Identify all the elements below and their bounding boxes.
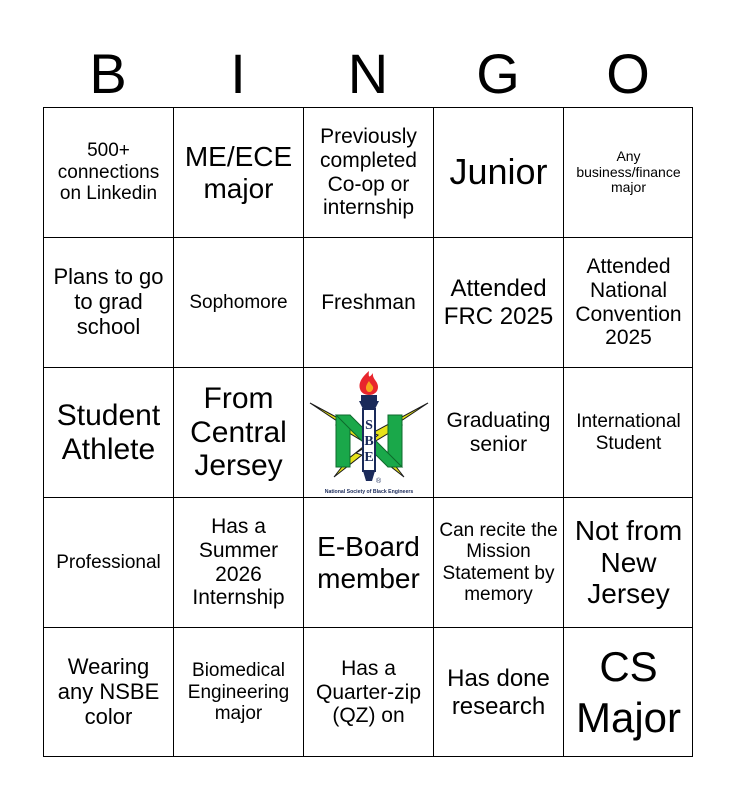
- bingo-cell[interactable]: CS Major: [563, 627, 693, 757]
- nsbe-logo: [306, 369, 432, 497]
- bingo-cell[interactable]: Attended National Convention 2025: [563, 237, 693, 367]
- bingo-cell[interactable]: Graduating senior: [433, 367, 563, 497]
- bingo-cell[interactable]: Biomedical Engineering major: [173, 627, 303, 757]
- bingo-cell[interactable]: Student Athlete: [43, 367, 173, 497]
- header-letter-n: N: [347, 42, 389, 105]
- logo-letter-n: N: [306, 376, 308, 378]
- flame-icon: [359, 371, 378, 395]
- registered-mark: ®: [375, 477, 381, 485]
- header-letter-b: B: [89, 42, 127, 105]
- header-letter-g: G: [476, 42, 520, 105]
- bingo-cell[interactable]: Has done research: [433, 627, 563, 757]
- bingo-cell[interactable]: International Student: [563, 367, 693, 497]
- bingo-cell[interactable]: 500+ connections on Linkedin: [43, 107, 173, 237]
- bingo-cell[interactable]: ME/ECE major: [173, 107, 303, 237]
- bingo-header: [43, 40, 693, 108]
- bingo-cell[interactable]: E-Board member: [303, 497, 433, 627]
- bingo-cell[interactable]: Wearing any NSBE color: [43, 627, 173, 757]
- logo-letter-e: E: [363, 449, 374, 465]
- bingo-cell[interactable]: Not from New Jersey: [563, 497, 693, 627]
- bingo-cell[interactable]: Professional: [43, 497, 173, 627]
- logo-caption: National Society of Black Engineers: [324, 488, 413, 495]
- bingo-board: [43, 107, 693, 757]
- bingo-cell[interactable]: Has a Summer 2026 Internship: [173, 497, 303, 627]
- bingo-cell[interactable]: Plans to go to grad school: [43, 237, 173, 367]
- bingo-cell[interactable]: Junior: [433, 107, 563, 237]
- bingo-cell[interactable]: Attended FRC 2025: [433, 237, 563, 367]
- bingo-cell[interactable]: From Central Jersey: [173, 367, 303, 497]
- bingo-cell[interactable]: Freshman: [303, 237, 433, 367]
- logo-letter-b: B: [363, 433, 374, 449]
- header-letter-o: O: [606, 42, 650, 105]
- logo-letter-s: S: [364, 417, 373, 433]
- bingo-cell[interactable]: Any business/finance major: [563, 107, 693, 237]
- header-letter-i: I: [230, 42, 246, 105]
- free-space-logo-cell[interactable]: [303, 367, 433, 497]
- bingo-cell[interactable]: Can recite the Mission Statement by memory: [433, 497, 563, 627]
- bingo-cell[interactable]: Previously completed Co-op or internship: [303, 107, 433, 237]
- bingo-cell[interactable]: Has a Quarter-zip (QZ) on: [303, 627, 433, 757]
- bingo-cell[interactable]: Sophomore: [173, 237, 303, 367]
